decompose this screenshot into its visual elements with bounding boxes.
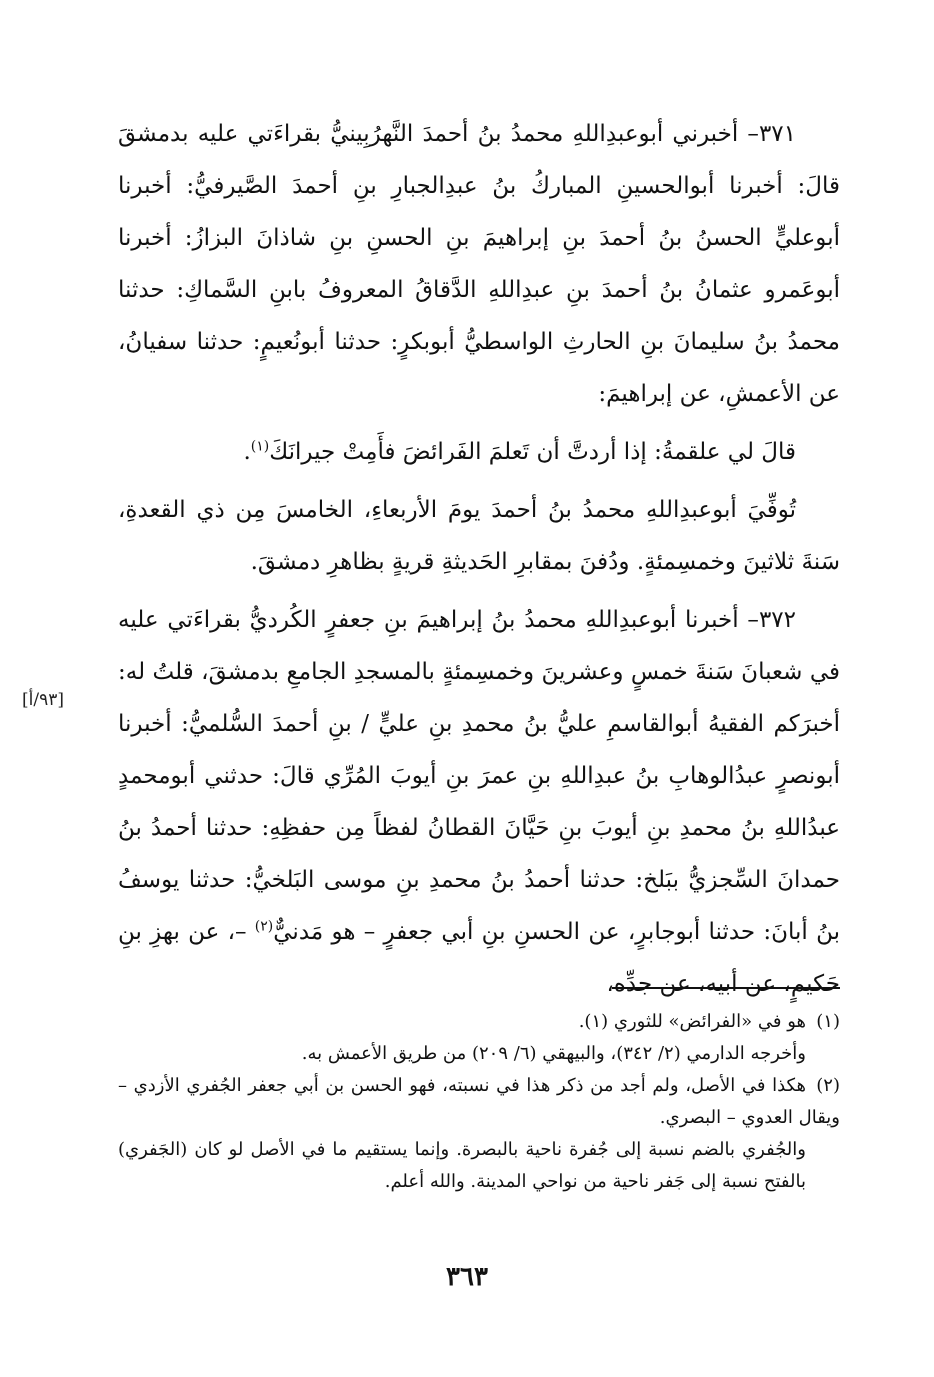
paragraph-372 bbox=[118, 594, 840, 1010]
footnote-ref-2[interactable]: (٢) bbox=[254, 918, 274, 935]
main-text bbox=[118, 108, 840, 1010]
footnote-2-number: (٢) bbox=[816, 1075, 840, 1096]
paragraph-372-text: ٣٧٢– أخبرنا أبوعبدِاللهِ محمدُ بنُ إبراهيمَ بنِ جعفرٍ الكُرديُّ بقراءَتي عليه في شعبانَ سَنةَ خمسٍ وعشرينَ وخمسِمئةٍ بالمسجدِ الجامعِ بدمشقَ، قلتُ له: أخبرَكم الفقيهُ أبوالقاسمِ عليُّ بنُ محمدِ بنِ عليٍّ / بنِ أحمدَ السُّلميُّ: أخبرنا أبونصرٍ عبدُالوهابِ بنُ عبدِاللهِ بنِ عمرَ بنِ أيوبَ المُرِّي قالَ: حدثني أبومحمدٍ عبدُاللهِ بنُ محمدِ بنِ أيوبَ بنِ حَيَّانَ القطانُ لفظاً مِن حفظِهِ: حدثنا أحمدُ بنُ حمدانَ السِّجزيُّ ببَلخ: حدثنا أحمدُ بنُ محمدِ بنِ موسى البَلخيُّ: حدثنا يوسفُ بنُ أبانَ: حدثنا أبوجابرٍ، عن الحسنِ بنِ أبي جعفرٍ – هو مَدنيٌّ bbox=[118, 607, 840, 945]
quote-text: قالَ لي علقمةُ: إذا أردتَّ أن تَعلمَ الفَرائضَ فأَمِتْ جيرانَكَ bbox=[269, 439, 796, 465]
quote-period: . bbox=[243, 439, 251, 465]
footnote-2-text: هكذا في الأصل، ولم أجد من ذكر هذا في نسبته، فهو الحسن بن أبي جعفر الجُفري الأزدي – ويقال العدوي – البصري. bbox=[118, 1075, 840, 1128]
footnote-2-continuation: والجُفري بالضم نسبة إلى جُفرة ناحية بالبصرة. وإنما يستقيم ما في الأصل لو كان (الجَفري) بالفتح نسبة إلى جَفر ناحية من نواحي المدينة. والله أعلم. bbox=[118, 1139, 806, 1192]
paragraph-alqama-quote bbox=[118, 426, 840, 478]
footnote-2 bbox=[118, 1070, 840, 1134]
footnote-1-number: (١) bbox=[816, 1011, 840, 1032]
paragraph-371: ٣٧١– أخبرني أبوعبدِاللهِ محمدُ بنُ أحمدَ النَّهرُبِينيُّ بقراءَتي عليه بدمشقَ قالَ: أخبرنا أبوالحسينِ المباركُ بنُ عبدِالجبارِ بنِ أحمدَ الصَّيرفيُّ: أخبرنا أبوعليٍّ الحسنُ بنُ أحمدَ بنِ إبراهيمَ بنِ الحسنِ بنِ شاذانَ البزازُ: أخبرنا أبوعَمرو عثمانُ بنُ أحمدَ بنِ عبدِاللهِ الدَّقاقُ المعروفُ بابنِ السَّماكِ: حدثنا محمدُ بنُ سليمانَ بنِ الحارثِ الواسطيُّ أبوبكرٍ: حدثنا أبونُعيمٍ: حدثنا سفيانُ، عن الأعمشِ، عن إبراهيمَ: bbox=[118, 121, 840, 407]
footnote-1-text: هو في «الفرائض» للثوري (١). bbox=[578, 1011, 806, 1032]
footnote-ref-1[interactable]: (١) bbox=[250, 438, 270, 455]
footnotes bbox=[118, 1006, 840, 1198]
manuscript-folio-marker: [٩٣/أ] bbox=[22, 690, 64, 710]
footnote-1 bbox=[118, 1006, 840, 1038]
footnote-separator bbox=[612, 987, 840, 989]
paragraph-372-end: –، عن بهزِ بنِ حَكيمٍ، عن أبيه، عن جدِّه، bbox=[118, 919, 840, 997]
page-number: ٣٦٣ bbox=[446, 1262, 488, 1292]
paragraph-death-note: تُوفِّيَ أبوعبدِاللهِ محمدُ بنُ أحمدَ يومَ الأربعاءِ، الخامسَ مِن ذي القعدةِ، سَنةَ ثلاثينَ وخمسِمئةٍ. ودُفنَ بمقابرِ الحَديثةِ قريةٍ بظاهرِ دمشقَ. bbox=[118, 497, 840, 575]
footnote-1-continuation: وأخرجه الدارمي (٢/ ٣٤٢)، والبيهقي (٦/ ٢٠٩) من طريق الأعمش به. bbox=[301, 1043, 806, 1064]
